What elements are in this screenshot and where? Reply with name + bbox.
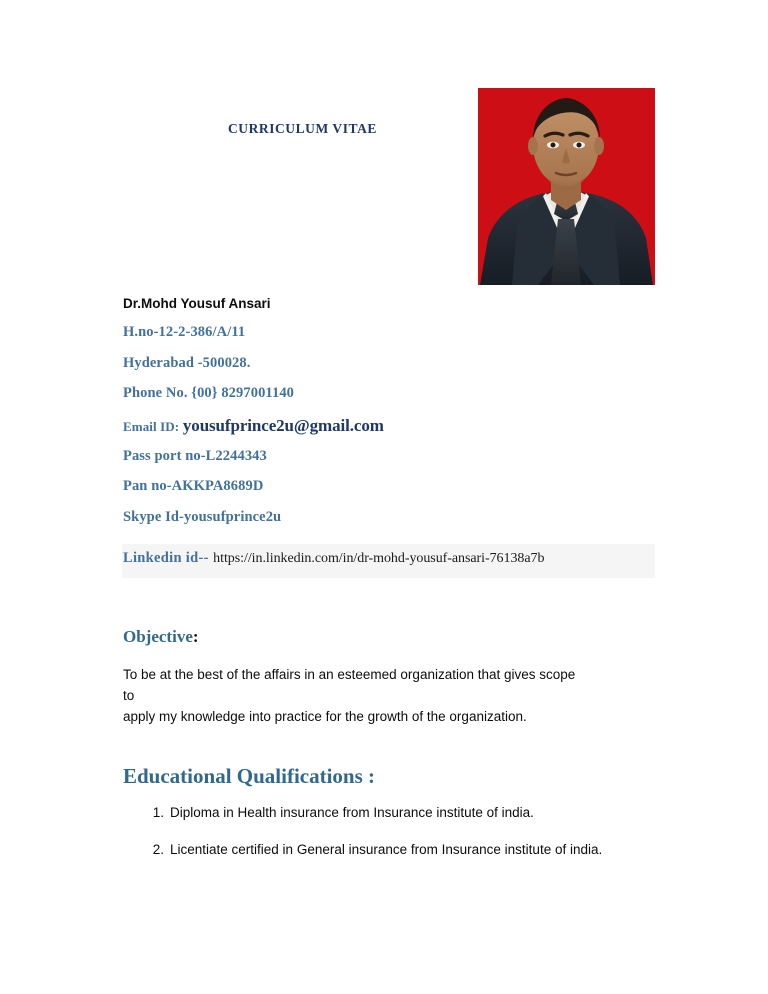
- pan-number: Pan no-AKKPA8689D: [123, 478, 264, 494]
- objective-line-1: To be at the best of the affairs in an esteemed organization that gives scope: [123, 667, 576, 682]
- education-list: [138, 802, 690, 876]
- list-item: [152, 802, 690, 823]
- linkedin-url[interactable]: https://in.linkedin.com/in/dr-mohd-yousuf-ansari-76138a7b: [213, 551, 545, 566]
- objective-body: [123, 664, 668, 727]
- objective-heading-colon: :: [192, 627, 199, 646]
- linkedin-row: [123, 549, 544, 567]
- list-item-number: 2.: [152, 842, 164, 857]
- candidate-name: Dr.Mohd Yousuf Ansari: [123, 296, 271, 311]
- list-item-text: Diploma in Health insurance from Insurance institute of india.: [170, 805, 534, 820]
- candidate-photo: [478, 88, 655, 285]
- objective-heading: [123, 627, 199, 647]
- address-house-no: H.no-12-2-386/A/11: [123, 324, 246, 340]
- passport-number: Pass port no-L2244343: [123, 447, 267, 464]
- portrait-photo-graphic: [478, 88, 655, 285]
- objective-line-2: to: [123, 688, 135, 703]
- skype-id: Skype Id-yousufprince2u: [123, 508, 282, 525]
- objective-line-3: apply my knowledge into practice for the growth of the organization.: [123, 709, 527, 724]
- address-city: Hyderabad -500028.: [123, 354, 251, 371]
- email-address[interactable]: yousufprince2u@gmail.com: [182, 415, 384, 435]
- list-item-number: 1.: [152, 805, 164, 820]
- contact-block: [123, 296, 523, 539]
- phone-number: Phone No. {00} 8297001140: [123, 385, 295, 401]
- email-label: Email ID:: [123, 418, 180, 434]
- page-title: CURRICULUM VITAE: [228, 121, 377, 136]
- education-heading: Educational Qualifications :: [123, 764, 376, 788]
- email-row: [123, 416, 523, 436]
- linkedin-label: Linkedin id--: [123, 550, 209, 566]
- objective-heading-text: Objective: [123, 627, 193, 646]
- list-item-text: Licentiate certified in General insurance from Insurance institute of india.: [170, 842, 603, 857]
- list-item: [152, 839, 690, 860]
